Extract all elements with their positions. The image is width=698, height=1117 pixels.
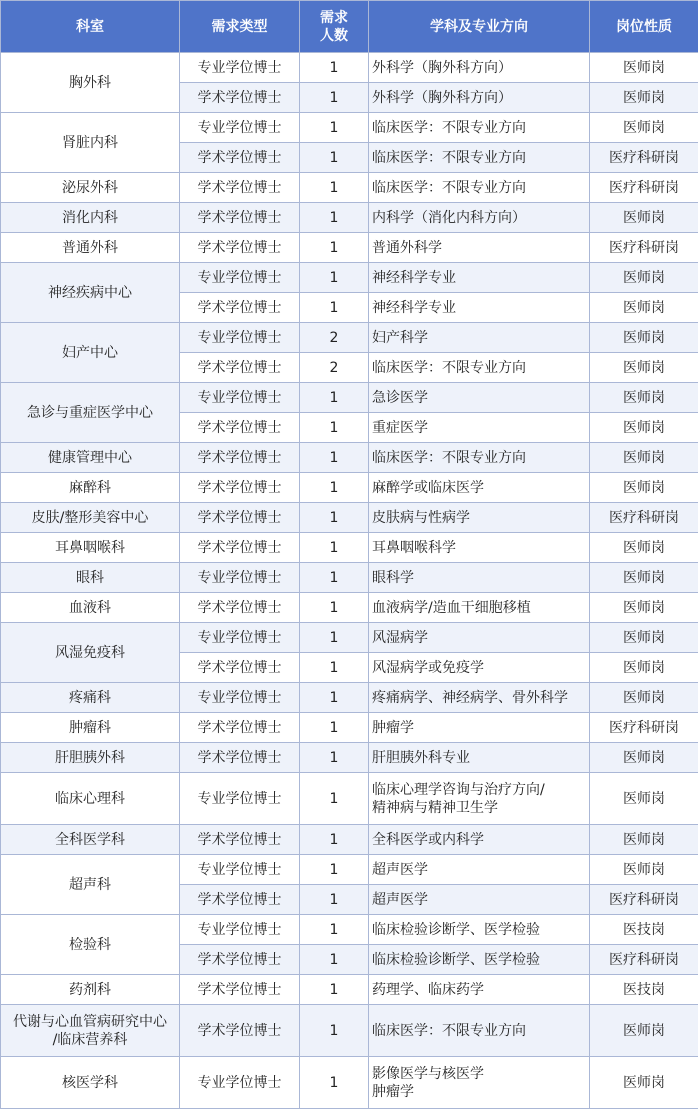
type-cell: 专业学位博士 (180, 623, 300, 653)
table-row (1, 473, 698, 503)
post-cell: 医师岗 (590, 855, 698, 885)
table-row (1, 563, 698, 593)
post-cell: 医师岗 (590, 473, 698, 503)
count-cell: 1 (300, 113, 369, 143)
count-cell: 1 (300, 683, 369, 713)
major-cell: 普通外科学 (369, 233, 590, 263)
count-cell: 1 (300, 203, 369, 233)
major-cell: 临床医学：不限专业方向 (369, 113, 590, 143)
table-row (1, 1057, 698, 1109)
post-cell: 医师岗 (590, 383, 698, 413)
table-row (1, 323, 698, 353)
post-cell: 医师岗 (590, 113, 698, 143)
header-post: 岗位性质 (590, 1, 698, 53)
dept-cell: 肾脏内科 (1, 113, 180, 173)
table-row (1, 683, 698, 713)
major-cell: 超声医学 (369, 885, 590, 915)
count-cell: 1 (300, 563, 369, 593)
count-cell: 1 (300, 825, 369, 855)
dept-cell: 消化内科 (1, 203, 180, 233)
major-cell: 重症医学 (369, 413, 590, 443)
post-cell: 医师岗 (590, 653, 698, 683)
dept-cell: 风湿免疫科 (1, 623, 180, 683)
count-cell: 1 (300, 443, 369, 473)
count-cell: 1 (300, 653, 369, 683)
dept-cell: 核医学科 (1, 1057, 180, 1109)
count-cell: 1 (300, 773, 369, 825)
count-cell: 1 (300, 713, 369, 743)
post-cell: 医师岗 (590, 443, 698, 473)
post-cell: 医师岗 (590, 683, 698, 713)
type-cell: 专业学位博士 (180, 563, 300, 593)
table-row (1, 713, 698, 743)
count-cell: 1 (300, 173, 369, 203)
post-cell: 医师岗 (590, 825, 698, 855)
table-row (1, 503, 698, 533)
dept-cell: 肝胆胰外科 (1, 743, 180, 773)
dept-cell: 健康管理中心 (1, 443, 180, 473)
post-cell: 医师岗 (590, 353, 698, 383)
count-cell: 1 (300, 885, 369, 915)
count-cell: 1 (300, 975, 369, 1005)
dept-cell: 代谢与心血管病研究中心 /临床营养科 (1, 1005, 180, 1057)
dept-cell: 麻醉科 (1, 473, 180, 503)
major-cell: 临床检验诊断学、医学检验 (369, 945, 590, 975)
type-cell: 学术学位博士 (180, 653, 300, 683)
table-row (1, 623, 698, 653)
type-cell: 学术学位博士 (180, 885, 300, 915)
dept-cell: 药剂科 (1, 975, 180, 1005)
dept-cell: 超声科 (1, 855, 180, 915)
post-cell: 医师岗 (590, 623, 698, 653)
table-row (1, 533, 698, 563)
post-cell: 医师岗 (590, 323, 698, 353)
type-cell: 学术学位博士 (180, 533, 300, 563)
table-row (1, 53, 698, 83)
major-cell: 麻醉学或临床医学 (369, 473, 590, 503)
header-type: 需求类型 (180, 1, 300, 53)
header-count: 需求 人数 (300, 1, 369, 53)
dept-cell: 临床心理科 (1, 773, 180, 825)
type-cell: 专业学位博士 (180, 1057, 300, 1109)
major-cell: 外科学（胸外科方向） (369, 53, 590, 83)
post-cell: 医技岗 (590, 975, 698, 1005)
table-row (1, 233, 698, 263)
table-row (1, 855, 698, 885)
major-cell: 临床医学：不限专业方向 (369, 143, 590, 173)
major-cell: 血液病学/造血干细胞移植 (369, 593, 590, 623)
major-cell: 眼科学 (369, 563, 590, 593)
type-cell: 学术学位博士 (180, 945, 300, 975)
type-cell: 学术学位博士 (180, 233, 300, 263)
major-cell: 临床检验诊断学、医学检验 (369, 915, 590, 945)
post-cell: 医疗科研岗 (590, 713, 698, 743)
count-cell: 1 (300, 623, 369, 653)
dept-cell: 检验科 (1, 915, 180, 975)
type-cell: 专业学位博士 (180, 915, 300, 945)
count-cell: 1 (300, 855, 369, 885)
table-row (1, 173, 698, 203)
major-cell: 临床心理学咨询与治疗方向/ 精神病与精神卫生学 (369, 773, 590, 825)
major-cell: 皮肤病与性病学 (369, 503, 590, 533)
type-cell: 专业学位博士 (180, 263, 300, 293)
type-cell: 专业学位博士 (180, 683, 300, 713)
count-cell: 1 (300, 503, 369, 533)
type-cell: 专业学位博士 (180, 53, 300, 83)
header-dept: 科室 (1, 1, 180, 53)
count-cell: 1 (300, 293, 369, 323)
dept-cell: 胸外科 (1, 53, 180, 113)
type-cell: 学术学位博士 (180, 1005, 300, 1057)
count-cell: 1 (300, 533, 369, 563)
table-row (1, 975, 698, 1005)
dept-cell: 全科医学科 (1, 825, 180, 855)
table-row (1, 263, 698, 293)
type-cell: 学术学位博士 (180, 83, 300, 113)
post-cell: 医疗科研岗 (590, 233, 698, 263)
major-cell: 耳鼻咽喉科学 (369, 533, 590, 563)
table-row (1, 825, 698, 855)
table-row (1, 113, 698, 143)
dept-cell: 神经疾病中心 (1, 263, 180, 323)
major-cell: 妇产科学 (369, 323, 590, 353)
count-cell: 2 (300, 353, 369, 383)
type-cell: 专业学位博士 (180, 855, 300, 885)
post-cell: 医师岗 (590, 743, 698, 773)
major-cell: 临床医学：不限专业方向 (369, 353, 590, 383)
major-cell: 临床医学：不限专业方向 (369, 173, 590, 203)
count-cell: 1 (300, 593, 369, 623)
post-cell: 医师岗 (590, 1057, 698, 1109)
major-cell: 药理学、临床药学 (369, 975, 590, 1005)
post-cell: 医技岗 (590, 915, 698, 945)
major-cell: 全科医学或内科学 (369, 825, 590, 855)
type-cell: 学术学位博士 (180, 203, 300, 233)
dept-cell: 肿瘤科 (1, 713, 180, 743)
major-cell: 疼痛病学、神经病学、骨外科学 (369, 683, 590, 713)
type-cell: 学术学位博士 (180, 443, 300, 473)
count-cell: 1 (300, 263, 369, 293)
post-cell: 医师岗 (590, 53, 698, 83)
table-row (1, 743, 698, 773)
type-cell: 学术学位博士 (180, 353, 300, 383)
post-cell: 医疗科研岗 (590, 173, 698, 203)
major-cell: 肝胆胰外科专业 (369, 743, 590, 773)
major-cell: 影像医学与核医学 肿瘤学 (369, 1057, 590, 1109)
major-cell: 外科学（胸外科方向） (369, 83, 590, 113)
table-row (1, 593, 698, 623)
type-cell: 学术学位博士 (180, 975, 300, 1005)
post-cell: 医师岗 (590, 593, 698, 623)
table-row (1, 1005, 698, 1057)
table-row (1, 203, 698, 233)
post-cell: 医师岗 (590, 1005, 698, 1057)
type-cell: 学术学位博士 (180, 825, 300, 855)
type-cell: 学术学位博士 (180, 293, 300, 323)
post-cell: 医师岗 (590, 263, 698, 293)
count-cell: 1 (300, 233, 369, 263)
post-cell: 医疗科研岗 (590, 503, 698, 533)
dept-cell: 泌尿外科 (1, 173, 180, 203)
dept-cell: 眼科 (1, 563, 180, 593)
type-cell: 学术学位博士 (180, 503, 300, 533)
type-cell: 学术学位博士 (180, 713, 300, 743)
type-cell: 学术学位博士 (180, 593, 300, 623)
post-cell: 医疗科研岗 (590, 143, 698, 173)
type-cell: 专业学位博士 (180, 773, 300, 825)
type-cell: 专业学位博士 (180, 383, 300, 413)
dept-cell: 普通外科 (1, 233, 180, 263)
post-cell: 医师岗 (590, 413, 698, 443)
count-cell: 1 (300, 383, 369, 413)
major-cell: 风湿病学或免疫学 (369, 653, 590, 683)
post-cell: 医师岗 (590, 203, 698, 233)
dept-cell: 耳鼻咽喉科 (1, 533, 180, 563)
post-cell: 医师岗 (590, 773, 698, 825)
post-cell: 医师岗 (590, 293, 698, 323)
count-cell: 1 (300, 413, 369, 443)
type-cell: 学术学位博士 (180, 743, 300, 773)
count-cell: 1 (300, 83, 369, 113)
post-cell: 医疗科研岗 (590, 885, 698, 915)
count-cell: 1 (300, 945, 369, 975)
type-cell: 学术学位博士 (180, 143, 300, 173)
count-cell: 1 (300, 915, 369, 945)
post-cell: 医师岗 (590, 533, 698, 563)
dept-cell: 妇产中心 (1, 323, 180, 383)
count-cell: 2 (300, 323, 369, 353)
dept-cell: 血液科 (1, 593, 180, 623)
type-cell: 学术学位博士 (180, 173, 300, 203)
table-row (1, 383, 698, 413)
header-major: 学科及专业方向 (369, 1, 590, 53)
table-body (1, 53, 698, 1109)
post-cell: 医师岗 (590, 83, 698, 113)
count-cell: 1 (300, 743, 369, 773)
table-row (1, 773, 698, 825)
type-cell: 专业学位博士 (180, 323, 300, 353)
major-cell: 神经科学专业 (369, 293, 590, 323)
post-cell: 医师岗 (590, 563, 698, 593)
dept-cell: 皮肤/整形美容中心 (1, 503, 180, 533)
type-cell: 专业学位博士 (180, 113, 300, 143)
dept-cell: 疼痛科 (1, 683, 180, 713)
count-cell: 1 (300, 53, 369, 83)
dept-cell: 急诊与重症医学中心 (1, 383, 180, 443)
major-cell: 临床医学：不限专业方向 (369, 1005, 590, 1057)
type-cell: 学术学位博士 (180, 413, 300, 443)
major-cell: 临床医学：不限专业方向 (369, 443, 590, 473)
header-row (1, 1, 698, 53)
major-cell: 急诊医学 (369, 383, 590, 413)
major-cell: 风湿病学 (369, 623, 590, 653)
major-cell: 神经科学专业 (369, 263, 590, 293)
table-row (1, 443, 698, 473)
count-cell: 1 (300, 1057, 369, 1109)
post-cell: 医疗科研岗 (590, 945, 698, 975)
type-cell: 学术学位博士 (180, 473, 300, 503)
major-cell: 超声医学 (369, 855, 590, 885)
major-cell: 肿瘤学 (369, 713, 590, 743)
table-row (1, 915, 698, 945)
major-cell: 内科学（消化内科方向） (369, 203, 590, 233)
count-cell: 1 (300, 473, 369, 503)
count-cell: 1 (300, 143, 369, 173)
count-cell: 1 (300, 1005, 369, 1057)
